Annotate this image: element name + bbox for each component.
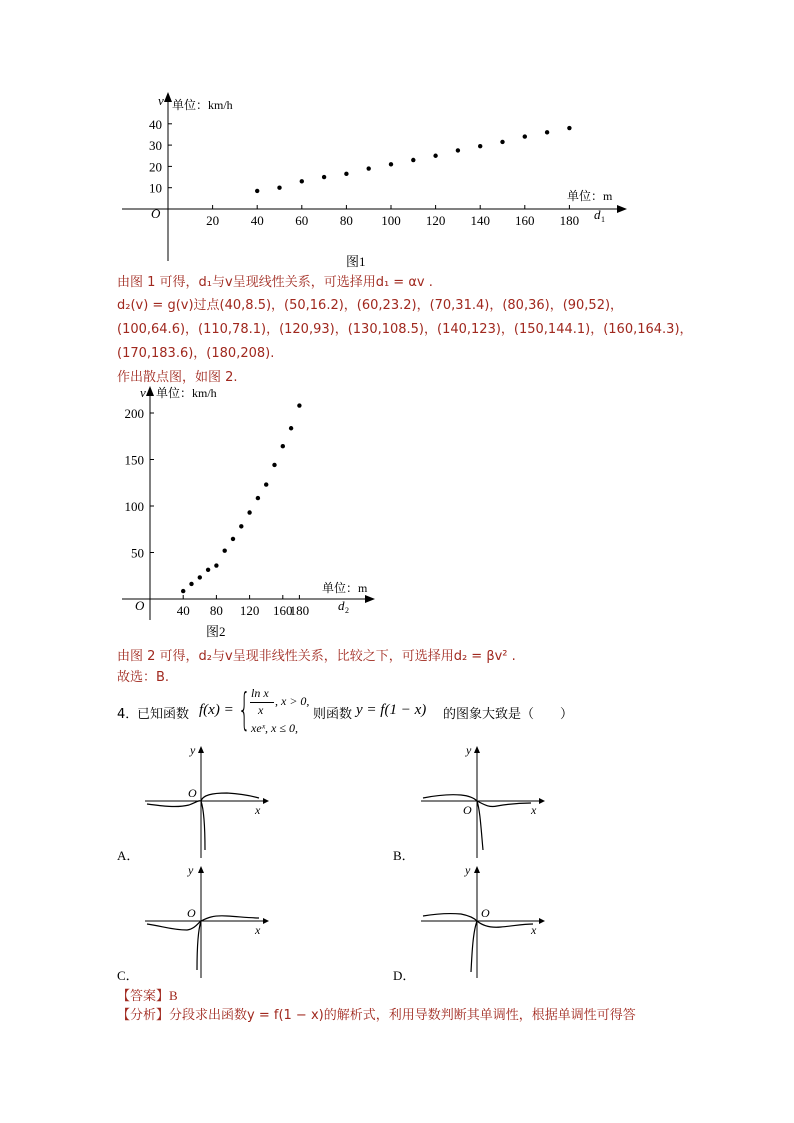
figure-2-chart <box>110 380 390 642</box>
fig1-x-tick-label: 160 <box>515 213 535 228</box>
fig1-data-point <box>500 140 504 144</box>
option-b-origin: O <box>463 803 472 817</box>
option-a-label: A． <box>117 848 140 863</box>
option-d-origin: O <box>481 906 490 920</box>
fig2-y-arrow <box>146 386 154 396</box>
fig1-y-tick-label: 40 <box>149 116 162 132</box>
fig2-data-point <box>247 510 251 514</box>
fig2-y-var: v <box>140 385 146 400</box>
text-line-6: 由图 2 可得，d₂与v呈现非线性关系，比较之下，可选择用d₂ = βv² . <box>117 649 516 664</box>
option-a[interactable] <box>117 740 277 865</box>
fig2-x-arrow <box>365 595 375 603</box>
q4-func: f(x) = <box>199 702 234 718</box>
fig1-data-point <box>367 166 371 170</box>
fig2-x-tick-label: 160 <box>273 603 293 618</box>
option-c[interactable] <box>117 860 277 985</box>
fig1-x-tick-label: 100 <box>381 213 401 228</box>
fig2-y-unit: 单位：km/h <box>156 386 217 400</box>
option-b-label: B． <box>393 848 415 863</box>
text-line-3: (100,64.6)，(110,78.1)，(120,93)，(130,108.5)，(140,123)，(150,144.1)，(160,164.3)， <box>117 322 693 337</box>
option-d-y-label: y <box>465 863 471 877</box>
fig1-data-point <box>322 175 326 179</box>
fig1-x-tick-label: 120 <box>425 213 446 228</box>
option-a-graph <box>117 740 277 865</box>
text-line-5: 作出散点图，如图 2. <box>117 370 238 385</box>
fig2-data-point <box>214 563 218 567</box>
q4-case1-num: ln x <box>251 686 269 700</box>
figure-1-chart <box>110 88 630 273</box>
fig1-x-arrow <box>617 205 627 213</box>
option-d-graph <box>393 860 553 985</box>
option-c-label: C． <box>117 968 139 983</box>
option-d[interactable] <box>393 860 553 985</box>
text-line-7: 故选：B. <box>117 670 170 685</box>
q4-case1-den: x <box>258 703 264 717</box>
fig2-x-tick-label: 40 <box>176 603 190 618</box>
fig1-data-point <box>523 134 527 138</box>
option-c-y-label: y <box>188 863 194 877</box>
fig1-data-point <box>277 186 281 190</box>
text-line-2: d₂(v) = g(v)过点(40,8.5)，(50,16.2)，(60,23.2)，(70,31.4)，(80,36)，(90,52)， <box>117 298 624 313</box>
fig2-data-point <box>289 426 293 430</box>
fig2-y-tick-label: 50 <box>131 545 144 561</box>
fig1-data-point <box>478 144 482 148</box>
q4-stem-b: 则函数 <box>313 707 353 722</box>
option-b-x-label: x <box>531 803 537 817</box>
q4-brace: { <box>238 684 251 735</box>
q4-number: 4． <box>117 707 139 722</box>
fig2-data-point <box>231 537 235 541</box>
option-a-origin: O <box>188 786 197 800</box>
fig1-x-tick-label: 180 <box>559 213 580 228</box>
option-d-x-label: x <box>531 923 537 937</box>
fig2-y-tick-label: 100 <box>124 499 144 514</box>
fig1-data-point <box>567 126 571 130</box>
fig1-origin: O <box>151 206 161 221</box>
option-b[interactable] <box>393 740 553 865</box>
fig2-origin: O <box>135 598 145 613</box>
text-line-4: (170,183.6)，(180,208). <box>117 346 275 361</box>
fig2-x-sub: 2 <box>345 606 349 615</box>
q4-case2: xeˣ, x ≤ 0, <box>251 721 298 735</box>
fig2-x-tick-label: 120 <box>239 603 260 618</box>
fig1-data-point <box>300 179 304 183</box>
fig1-y-arrow <box>164 92 172 102</box>
fig1-x-tick-label: 60 <box>295 213 309 228</box>
fig2-data-point <box>206 568 210 572</box>
option-c-graph <box>117 860 277 985</box>
fig1-y-tick-label: 10 <box>149 180 162 196</box>
fig2-x-tick-label: 80 <box>209 603 223 618</box>
fig2-data-point <box>181 589 185 593</box>
fig2-data-point <box>223 548 227 552</box>
fig1-x-tick-label: 80 <box>339 213 353 228</box>
fig1-x-unit: 单位：m <box>567 189 613 203</box>
answer-value: B <box>169 988 178 1003</box>
fig1-x-sub: 1 <box>601 215 605 224</box>
fig1-data-point <box>255 189 259 193</box>
option-d-label: D． <box>393 968 416 983</box>
q4-stem-a: 已知函数 <box>137 707 190 722</box>
option-b-y-label: y <box>466 743 472 757</box>
fig2-y-tick-label: 200 <box>124 406 144 421</box>
fig1-y-var: v <box>158 93 164 108</box>
fig1-x-tick-label: 140 <box>470 213 490 228</box>
fig1-data-point <box>545 130 549 134</box>
question-4 <box>117 685 737 737</box>
fig2-data-point <box>189 582 193 586</box>
fig2-x-unit: 单位：m <box>322 581 368 595</box>
q4-case1-cond: , x > 0, <box>275 694 310 708</box>
fig1-data-point <box>411 158 415 162</box>
option-a-y-label: y <box>190 743 196 757</box>
fig2-x-var: d <box>338 598 345 613</box>
fig2-data-point <box>272 463 276 467</box>
fig2-data-point <box>239 524 243 528</box>
fig2-data-point <box>281 444 285 448</box>
fig1-x-tick-label: 40 <box>250 213 264 228</box>
fig2-data-point <box>264 482 268 486</box>
fig1-y-tick-label: 30 <box>149 138 162 154</box>
fig1-data-point <box>389 162 393 166</box>
fig1-y-unit: 单位：km/h <box>172 98 233 112</box>
q4-target: y = f(1 − x) <box>356 702 427 718</box>
text-line-1: 由图 1 可得，d₁与v呈现线性关系，可选择用d₁ = αv . <box>117 275 433 290</box>
fig1-x-var: d <box>594 207 601 222</box>
fig2-data-point <box>297 403 301 407</box>
option-c-origin: O <box>187 906 196 920</box>
fig1-caption: 图1 <box>346 254 366 269</box>
fig2-caption: 图2 <box>206 624 226 639</box>
answer-line <box>117 985 178 1004</box>
analysis-tag: 【分析】 <box>117 1008 170 1023</box>
analysis-text: 分段求出函数y = f(1 − x)的解析式，利用导数判断其单调性，根据单调性可得答 <box>169 1008 636 1023</box>
fig1-data-point <box>433 154 437 158</box>
fig2-data-point <box>198 575 202 579</box>
fig2-x-tick-label: 180 <box>289 603 310 618</box>
analysis-line <box>117 1004 636 1023</box>
fig1-data-point <box>456 148 460 152</box>
fig1-y-tick-label: 20 <box>149 159 162 175</box>
option-c-x-label: x <box>255 923 261 937</box>
q4-stem-c: 的图象大致是（ ） <box>443 707 574 722</box>
fig2-y-tick-label: 150 <box>124 452 144 468</box>
fig2-data-point <box>256 496 260 500</box>
option-b-graph <box>393 740 553 865</box>
answer-tag: 【答案】 <box>117 989 170 1004</box>
fig1-data-point <box>344 172 348 176</box>
fig1-x-tick-label: 20 <box>206 213 220 228</box>
option-a-x-label: x <box>255 803 261 817</box>
